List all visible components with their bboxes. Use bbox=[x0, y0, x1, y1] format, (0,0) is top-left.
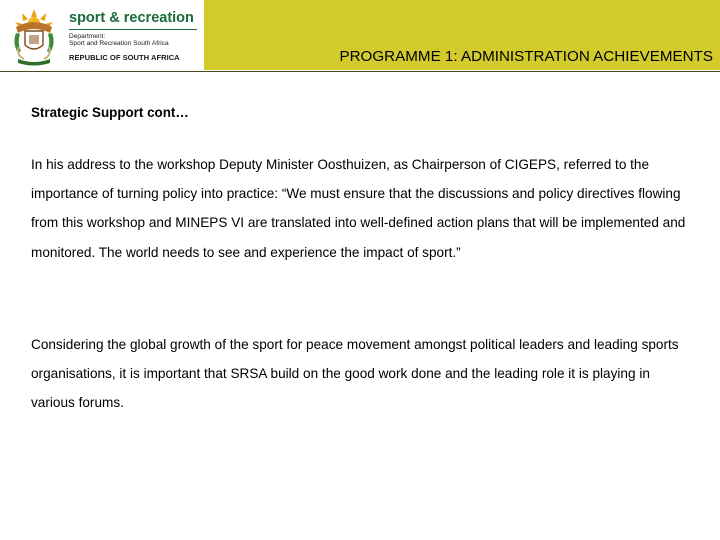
department-logo bbox=[0, 0, 204, 70]
page-title: PROGRAMME 1: ADMINISTRATION ACHIEVEMENTS bbox=[339, 48, 713, 65]
department-label: Department: bbox=[69, 33, 106, 40]
section-subheading: Strategic Support cont… bbox=[31, 105, 189, 120]
title-bar bbox=[204, 0, 720, 70]
department-name: Sport and Recreation South Africa bbox=[69, 40, 169, 47]
coat-of-arms-icon bbox=[6, 3, 62, 67]
body-paragraph-1: In his address to the workshop Deputy Minister Oosthuizen, as Chairperson of CIGEPS, referred to the importance of turning policy into practice: “We must ensure that the discussions and policy directives flowing from this workshop and MINEPS VI are translated into well-defined action plans that will be implemented and monitored. The world needs to see and experience the impact of sport.” bbox=[31, 157, 686, 260]
header-divider bbox=[0, 71, 720, 72]
brand-name: sport & recreation bbox=[69, 10, 194, 26]
header bbox=[0, 0, 720, 72]
brand-divider bbox=[69, 29, 197, 30]
country-name: REPUBLIC OF SOUTH AFRICA bbox=[69, 53, 180, 62]
body-paragraph-2: Considering the global growth of the sport for peace movement amongst political leaders and leading sports organisations, it is important that SRSA build on the good work done and the leading role it is playing in various forums. bbox=[31, 337, 679, 411]
